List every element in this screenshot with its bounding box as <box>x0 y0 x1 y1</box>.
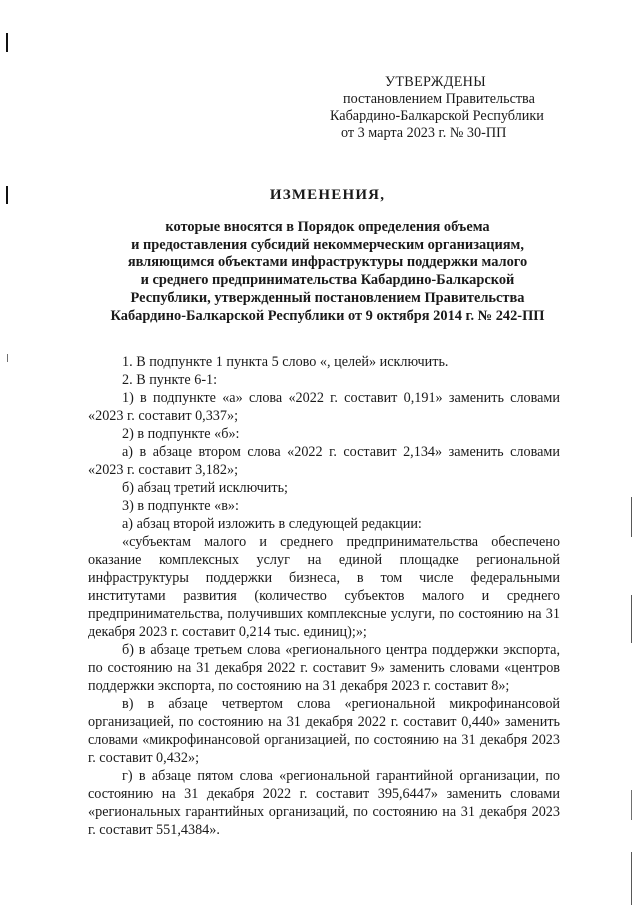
paragraph: 1. В подпункте 1 пункта 5 слово «, целей» исключить. <box>122 354 449 370</box>
paragraph: а) абзац второй изложить в следующей редакции: <box>122 516 422 532</box>
approval-stamp <box>330 74 580 142</box>
document-heading <box>80 187 575 326</box>
scan-edge-mark <box>6 186 8 204</box>
paragraph: в) в абзаце четвертом слова «региональной микрофинансовой организацией, по состоянию на 31 декабря 2022 г. составит 0,440» заменить словами «микрофинансовой организацией, по состоянию на 31 декабря 2023 г. составит 0,432»; <box>88 696 564 766</box>
paragraph: г) в абзаце пятом слова «региональной гарантийной организации, по состоянию на 31 декабря 2022 г. составит 395,6447» заменить словами «региональных гарантийных организаций, по состоянию на 31 декабря 2023 г. составит 551,4384». <box>88 768 564 838</box>
scan-edge-mark <box>631 790 632 820</box>
paragraph: б) абзац третий исключить; <box>122 480 289 496</box>
paragraph: «субъектам малого и среднего предпринимательства обеспечено оказание комплексных услуг на единой площадке региональной инфраструктуры поддержки бизнеса, в том числе федеральными институтами развития (количество субъектов малого и среднего предпринимательства, получивших комплексные услуги, по состоянию на 31 декабря 2023 г. составит 0,214 тыс. единиц);»; <box>88 534 564 640</box>
paragraph: 2. В пункте 6-1: <box>122 372 218 388</box>
heading-line: и среднего предпринимательства Кабардино-Балкарской <box>140 272 515 289</box>
approval-title: УТВЕРЖДЕНЫ <box>385 74 486 90</box>
scan-edge-mark <box>6 33 8 52</box>
document-body <box>88 353 564 839</box>
scan-edge-mark <box>631 497 632 537</box>
heading-line: и предоставления субсидий некоммерческим организациям, <box>131 236 524 253</box>
scan-edge-mark <box>7 354 8 362</box>
paragraph: 1) в подпункте «а» слова «2022 г. составит 0,191» заменить словами «2023 г. составит 0,337»; <box>88 390 564 424</box>
scan-edge-mark <box>631 852 632 905</box>
approval-line: Кабардино-Балкарской Республики <box>330 108 544 124</box>
approval-line: постановлением Правительства <box>343 91 535 107</box>
paragraph: 3) в подпункте «в»: <box>122 498 239 514</box>
heading-line: Кабардино-Балкарской Республики от 9 октября 2014 г. № 242-ПП <box>110 307 545 324</box>
paragraph: б) в абзаце третьем слова «регионального центра поддержки экспорта, по состоянию на 31 декабря 2022 г. составит 9» заменить словами «центров поддержки экспорта, по состоянию на 31 декабря 2023 г. составит 8»; <box>88 642 564 694</box>
paragraph: 2) в подпункте «б»: <box>122 426 240 442</box>
heading-line: Республики, утвержденный постановлением Правительства <box>130 289 525 306</box>
approval-date: от 3 марта 2023 г. № 30-ПП <box>341 125 507 141</box>
heading-line: которые вносятся в Порядок определения объема <box>165 218 490 235</box>
scan-edge-mark <box>631 595 632 643</box>
heading-line: являющимся объектами инфраструктуры поддержки малого <box>127 254 528 271</box>
document-title: ИЗМЕНЕНИЯ, <box>269 187 386 203</box>
paragraph: а) в абзаце втором слова «2022 г. составит 2,134» заменить словами «2023 г. составит 3,182»; <box>88 444 564 478</box>
